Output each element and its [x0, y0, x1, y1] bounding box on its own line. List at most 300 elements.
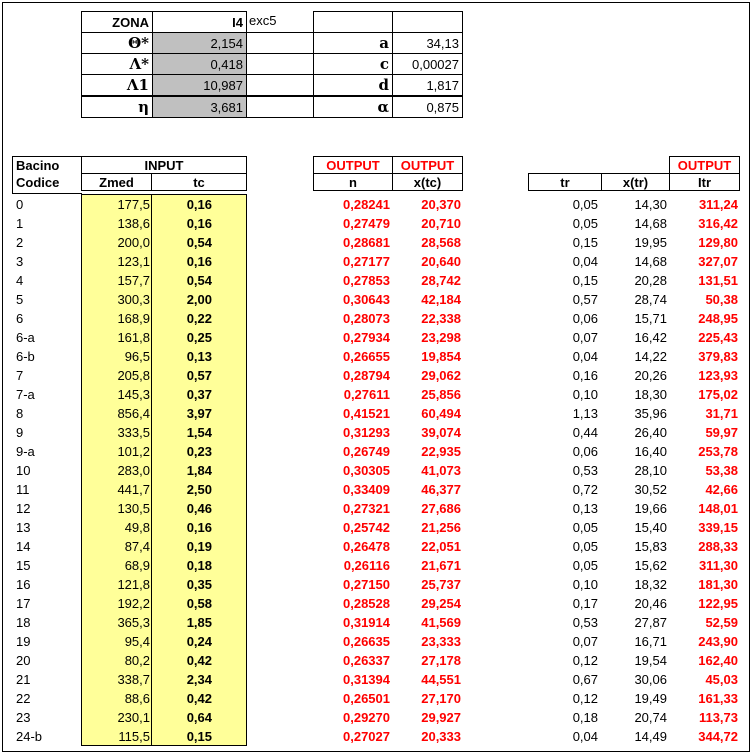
tc-cell[interactable]: 2,00 [186, 292, 212, 307]
tc-cell[interactable]: 3,97 [186, 406, 212, 421]
xtc-cell[interactable]: 22,338 [421, 311, 461, 326]
itr-cell[interactable]: 129,80 [698, 235, 738, 250]
tr-cell[interactable]: 0,12 [572, 691, 598, 706]
n-cell[interactable]: 0,26749 [343, 444, 390, 459]
zmed-header: Zmed [81, 173, 152, 191]
table-row [0, 651, 753, 670]
zmed-cell[interactable]: 441,7 [117, 482, 150, 497]
right-param-symbol: c [313, 53, 393, 75]
xtc-cell[interactable]: 25,737 [421, 577, 461, 592]
tc-cell[interactable]: 0,42 [186, 691, 212, 706]
table-row [0, 499, 753, 518]
zona-label[interactable]: ZONA [81, 11, 153, 33]
zmed-cell[interactable]: 87,4 [124, 539, 150, 554]
tr-cell[interactable]: 0,04 [572, 254, 598, 269]
xtr-cell[interactable]: 20,28 [634, 273, 667, 288]
xtr-cell[interactable]: 18,32 [634, 577, 667, 592]
itr-cell[interactable]: 53,38 [705, 463, 738, 478]
table-row [0, 727, 753, 746]
tc-cell[interactable]: 0,46 [186, 501, 212, 516]
tc-cell[interactable]: 0,37 [186, 387, 212, 402]
n-cell[interactable]: 0,26116 [343, 558, 390, 573]
bacino-cell[interactable]: 19 [16, 634, 31, 649]
itr-cell[interactable]: 339,15 [698, 520, 738, 535]
bacino-cell[interactable]: 7-a [16, 387, 35, 402]
zmed-cell[interactable]: 145,3 [117, 387, 150, 402]
zmed-cell[interactable]: 88,6 [124, 691, 150, 706]
xtr-cell[interactable]: 15,40 [634, 520, 667, 535]
zmed-cell[interactable]: 230,1 [117, 710, 150, 725]
n-cell[interactable]: 0,27853 [343, 273, 390, 288]
xtr-cell[interactable]: 19,54 [634, 653, 667, 668]
n-cell[interactable]: 0,28241 [343, 197, 390, 212]
table-row [0, 442, 753, 461]
itr-cell[interactable]: 113,73 [698, 710, 738, 725]
xtr-cell[interactable]: 15,71 [634, 311, 667, 326]
xtc-cell[interactable]: 27,686 [421, 501, 461, 516]
output-header-xtc: OUTPUT [392, 156, 463, 174]
itr-cell[interactable]: 311,24 [698, 197, 738, 212]
table-row [0, 689, 753, 708]
zmed-cell[interactable]: 96,5 [124, 349, 150, 364]
n-cell[interactable]: 0,31293 [343, 425, 390, 440]
xtc-cell[interactable]: 21,256 [421, 520, 461, 535]
tr-cell[interactable]: 0,07 [572, 634, 598, 649]
xtr-cell[interactable]: 20,26 [634, 368, 667, 383]
n-cell[interactable]: 0,26478 [343, 539, 390, 554]
zmed-cell[interactable]: 101,2 [117, 444, 150, 459]
zona-value[interactable]: I4 [152, 11, 247, 33]
table-row [0, 594, 753, 613]
tr-cell[interactable]: 0,53 [572, 463, 598, 478]
xtr-cell[interactable]: 16,40 [634, 444, 667, 459]
tr-cell[interactable]: 0,15 [572, 235, 598, 250]
tr-cell[interactable]: 0,04 [572, 729, 598, 744]
itr-cell[interactable]: 243,90 [698, 634, 738, 649]
xtr-cell[interactable]: 20,46 [634, 596, 667, 611]
xtr-cell[interactable]: 14,30 [634, 197, 667, 212]
n-header: n [313, 173, 393, 191]
tr-cell[interactable]: 0,05 [572, 197, 598, 212]
n-cell[interactable]: 0,25742 [343, 520, 390, 535]
empty-cell[interactable] [246, 53, 314, 75]
tr-cell[interactable]: 0,17 [572, 596, 598, 611]
zmed-cell[interactable]: 68,9 [124, 558, 150, 573]
zmed-cell[interactable]: 338,7 [117, 672, 150, 687]
zmed-cell[interactable]: 121,8 [117, 577, 150, 592]
xtc-cell[interactable]: 29,927 [421, 710, 461, 725]
zmed-cell[interactable]: 177,5 [117, 197, 150, 212]
input-header: INPUT [81, 156, 247, 174]
table-row [0, 271, 753, 290]
zmed-cell[interactable]: 161,8 [117, 330, 150, 345]
tc-cell[interactable]: 0,42 [186, 653, 212, 668]
n-cell[interactable]: 0,31394 [343, 672, 390, 687]
bacino-cell[interactable]: 9-a [16, 444, 35, 459]
table-row [0, 613, 753, 632]
tc-cell[interactable]: 0,18 [186, 558, 212, 573]
table-row [0, 252, 753, 271]
table-row [0, 233, 753, 252]
right-param-symbol: a [313, 32, 393, 54]
itr-cell[interactable]: 379,83 [698, 349, 738, 364]
itr-cell[interactable]: 161,33 [698, 691, 738, 706]
tc-cell[interactable]: 0,15 [186, 729, 212, 744]
bacino-cell[interactable]: 1 [16, 216, 24, 231]
n-cell[interactable]: 0,27321 [343, 501, 390, 516]
tc-cell[interactable]: 0,16 [186, 520, 212, 535]
bacino-cell[interactable]: 23 [16, 710, 31, 725]
tr-cell[interactable]: 0,05 [572, 558, 598, 573]
itr-cell[interactable]: 131,51 [698, 273, 738, 288]
bacino-cell[interactable]: 13 [16, 520, 31, 535]
tr-cell[interactable]: 0,72 [572, 482, 598, 497]
itr-cell[interactable]: 123,93 [698, 368, 738, 383]
empty-cell[interactable] [392, 11, 463, 33]
zmed-cell[interactable]: 95,4 [124, 634, 150, 649]
zmed-cell[interactable]: 205,8 [117, 368, 150, 383]
xtc-cell[interactable]: 29,062 [421, 368, 461, 383]
xtr-cell[interactable]: 27,87 [634, 615, 667, 630]
xtr-cell[interactable]: 14,22 [634, 349, 667, 364]
n-cell[interactable]: 0,27934 [343, 330, 390, 345]
table-row [0, 404, 753, 423]
xtr-cell[interactable]: 28,10 [634, 463, 667, 478]
xtr-cell[interactable]: 35,96 [634, 406, 667, 421]
table-row [0, 195, 753, 214]
bacino-cell[interactable]: 24-b [16, 729, 43, 744]
param-value[interactable]: 3,681 [152, 96, 247, 118]
n-cell[interactable]: 0,26337 [343, 653, 390, 668]
right-param-value[interactable]: 34,13 [392, 32, 463, 54]
itr-cell[interactable]: 31,71 [705, 406, 738, 421]
n-cell[interactable]: 0,28681 [343, 235, 390, 250]
bacino-cell[interactable]: 17 [16, 596, 31, 611]
tr-cell[interactable]: 1,13 [572, 406, 598, 421]
itr-cell[interactable]: 50,38 [705, 292, 738, 307]
bacino-cell[interactable]: 18 [16, 615, 31, 630]
itr-cell[interactable]: 45,03 [705, 672, 738, 687]
tc-cell[interactable]: 0,23 [186, 444, 212, 459]
tr-cell[interactable]: 0,67 [572, 672, 598, 687]
tr-cell[interactable]: 0,16 [572, 368, 598, 383]
bacino-cell[interactable]: 10 [16, 463, 31, 478]
output-header-itr: OUTPUT [669, 156, 740, 174]
itr-cell[interactable]: 327,07 [698, 254, 738, 269]
xtr-cell[interactable]: 14,49 [634, 729, 667, 744]
bacino-cell[interactable]: 3 [16, 254, 24, 269]
itr-cell[interactable]: 248,95 [698, 311, 738, 326]
bacino-cell[interactable]: 22 [16, 691, 31, 706]
itr-cell[interactable]: 162,40 [698, 653, 738, 668]
zmed-cell[interactable]: 157,7 [117, 273, 150, 288]
xtc-cell[interactable]: 39,074 [421, 425, 461, 440]
tr-cell[interactable]: 0,12 [572, 653, 598, 668]
xtr-cell[interactable]: 19,66 [634, 501, 667, 516]
xtc-header: x(tc) [392, 173, 463, 191]
tr-cell[interactable]: 0,57 [572, 292, 598, 307]
tc-cell[interactable]: 0,24 [186, 634, 212, 649]
table-row [0, 290, 753, 309]
tc-cell[interactable]: 0,25 [186, 330, 212, 345]
xtc-cell[interactable]: 20,333 [421, 729, 461, 744]
n-cell[interactable]: 0,27611 [343, 387, 390, 402]
tc-cell[interactable]: 0,19 [186, 539, 212, 554]
itr-cell[interactable]: 122,95 [698, 596, 738, 611]
itr-cell[interactable]: 52,59 [705, 615, 738, 630]
n-cell[interactable]: 0,28528 [343, 596, 390, 611]
table-row [0, 670, 753, 689]
zmed-cell[interactable]: 115,5 [118, 729, 150, 744]
n-cell[interactable]: 0,27479 [343, 216, 390, 231]
param-value[interactable]: 2,154 [152, 32, 247, 54]
bacino-cell[interactable]: 12 [16, 501, 31, 516]
xtr-cell[interactable]: 20,74 [634, 710, 667, 725]
xtc-cell[interactable]: 25,856 [421, 387, 461, 402]
table-row [0, 556, 753, 575]
tc-cell[interactable]: 1,85 [186, 615, 212, 630]
tc-cell[interactable]: 0,64 [186, 710, 212, 725]
xtc-cell[interactable]: 21,671 [421, 558, 461, 573]
itr-cell[interactable]: 59,97 [705, 425, 738, 440]
n-cell[interactable]: 0,31914 [343, 615, 390, 630]
zmed-cell[interactable]: 200,0 [117, 235, 150, 250]
xtr-cell[interactable]: 16,42 [634, 330, 667, 345]
tc-cell[interactable]: 0,57 [186, 368, 212, 383]
tc-cell[interactable]: 0,58 [186, 596, 212, 611]
tc-cell[interactable]: 0,22 [186, 311, 212, 326]
tr-cell[interactable]: 0,05 [572, 216, 598, 231]
itr-cell[interactable]: 175,02 [698, 387, 738, 402]
xtr-cell[interactable]: 26,40 [634, 425, 667, 440]
itr-cell[interactable]: 316,42 [698, 216, 738, 231]
table-row [0, 309, 753, 328]
param-symbol: η [81, 96, 153, 118]
table-row [0, 385, 753, 404]
empty-cell[interactable] [246, 96, 314, 118]
n-cell[interactable]: 0,26501 [343, 691, 390, 706]
xtc-cell[interactable]: 41,073 [421, 463, 461, 478]
table-row [0, 632, 753, 651]
itr-header: Itr [669, 173, 740, 191]
xtr-cell[interactable]: 19,49 [634, 691, 667, 706]
itr-cell[interactable]: 288,33 [698, 539, 738, 554]
xtc-cell[interactable]: 27,178 [421, 653, 461, 668]
tc-cell[interactable]: 1,84 [186, 463, 212, 478]
zmed-cell[interactable]: 168,9 [117, 311, 150, 326]
n-cell[interactable]: 0,30305 [343, 463, 390, 478]
zmed-cell[interactable]: 856,4 [117, 406, 150, 421]
table-row [0, 575, 753, 594]
table-row [0, 366, 753, 385]
tc-cell[interactable]: 0,54 [186, 273, 212, 288]
tr-cell[interactable]: 0,15 [572, 273, 598, 288]
n-cell[interactable]: 0,27150 [343, 577, 390, 592]
tr-cell[interactable]: 0,18 [572, 710, 598, 725]
tr-cell[interactable]: 0,05 [572, 520, 598, 535]
zmed-cell[interactable]: 283,0 [117, 463, 150, 478]
right-param-value[interactable]: 0,00027 [392, 53, 463, 75]
tr-cell[interactable]: 0,53 [572, 615, 598, 630]
tc-cell[interactable]: 0,54 [186, 235, 212, 250]
bacino-cell[interactable]: 4 [16, 273, 24, 288]
n-cell[interactable]: 0,28073 [343, 311, 390, 326]
xtr-cell[interactable]: 28,74 [634, 292, 667, 307]
output-header-n: OUTPUT [313, 156, 393, 174]
xtr-cell[interactable]: 14,68 [634, 216, 667, 231]
right-param-value[interactable]: 1,817 [392, 74, 463, 96]
zmed-cell[interactable]: 130,5 [117, 501, 150, 516]
xtr-cell[interactable]: 18,30 [634, 387, 667, 402]
itr-cell[interactable]: 311,30 [698, 558, 738, 573]
itr-cell[interactable]: 42,66 [705, 482, 738, 497]
table-row [0, 480, 753, 499]
zmed-cell[interactable]: 123,1 [117, 254, 150, 269]
itr-cell[interactable]: 181,30 [698, 577, 738, 592]
tc-cell[interactable]: 0,13 [186, 349, 212, 364]
xtc-cell[interactable]: 60,494 [421, 406, 461, 421]
empty-cell[interactable] [246, 32, 314, 54]
bacino-cell[interactable]: 16 [16, 577, 31, 592]
tr-cell[interactable]: 0,05 [572, 539, 598, 554]
xtr-header: x(tr) [601, 173, 670, 191]
xtc-cell[interactable]: 28,742 [421, 273, 461, 288]
xtc-cell[interactable]: 27,170 [421, 691, 461, 706]
table-row [0, 537, 753, 556]
n-cell[interactable]: 0,27177 [343, 254, 390, 269]
param-symbol: Λ1 [81, 74, 153, 96]
xtr-cell[interactable]: 16,71 [634, 634, 667, 649]
zona-note[interactable]: exc5 [249, 13, 277, 28]
tr-cell[interactable]: 0,10 [572, 387, 598, 402]
itr-cell[interactable]: 148,01 [698, 501, 738, 516]
xtr-cell[interactable]: 14,68 [634, 254, 667, 269]
empty-cell[interactable] [246, 74, 314, 96]
n-cell[interactable]: 0,30643 [343, 292, 390, 307]
xtc-cell[interactable]: 28,568 [421, 235, 461, 250]
bacino-cell[interactable]: 21 [16, 672, 31, 687]
xtc-cell[interactable]: 22,935 [421, 444, 461, 459]
table-row [0, 708, 753, 727]
n-cell[interactable]: 0,26635 [343, 634, 390, 649]
xtr-cell[interactable]: 30,06 [634, 672, 667, 687]
bacino-cell[interactable]: 7 [16, 368, 24, 383]
tc-cell[interactable]: 2,34 [186, 672, 212, 687]
itr-cell[interactable]: 253,78 [698, 444, 738, 459]
itr-cell[interactable]: 225,43 [698, 330, 738, 345]
n-cell[interactable]: 0,28794 [343, 368, 390, 383]
param-symbol: Θ* [81, 32, 153, 54]
zmed-cell[interactable]: 138,6 [117, 216, 150, 231]
table-row [0, 518, 753, 537]
tr-cell[interactable]: 0,07 [572, 330, 598, 345]
zmed-cell[interactable]: 300,3 [117, 292, 150, 307]
tr-header: tr [528, 173, 602, 191]
tc-cell[interactable]: 0,16 [186, 254, 212, 269]
param-symbol: Λ* [81, 53, 153, 75]
xtc-cell[interactable]: 22,051 [421, 539, 461, 554]
xtc-cell[interactable]: 20,710 [421, 216, 461, 231]
bacino-cell[interactable]: 11 [16, 482, 30, 497]
table-row [0, 214, 753, 233]
xtc-cell[interactable]: 29,254 [421, 596, 461, 611]
right-param-value[interactable]: 0,875 [392, 96, 463, 118]
bacino-cell[interactable]: 0 [16, 197, 24, 212]
xtr-cell[interactable]: 19,95 [634, 235, 667, 250]
tr-cell[interactable]: 0,06 [572, 311, 598, 326]
xtc-cell[interactable]: 23,333 [421, 634, 461, 649]
xtc-cell[interactable]: 20,370 [421, 197, 461, 212]
param-value[interactable]: 10,987 [152, 74, 247, 96]
bacino-header [12, 156, 82, 194]
tr-cell[interactable]: 0,44 [572, 425, 598, 440]
bacino-cell[interactable]: 6 [16, 311, 24, 326]
tc-cell[interactable]: 0,16 [186, 216, 212, 231]
tc-cell[interactable]: 1,54 [186, 425, 212, 440]
n-cell[interactable]: 0,29270 [343, 710, 390, 725]
zmed-cell[interactable]: 333,5 [117, 425, 150, 440]
right-param-symbol: α [313, 96, 393, 118]
xtr-cell[interactable]: 15,83 [634, 539, 667, 554]
xtr-cell[interactable]: 30,52 [634, 482, 667, 497]
bacino-cell[interactable]: 2 [16, 235, 24, 250]
xtc-cell[interactable]: 20,640 [421, 254, 461, 269]
xtr-cell[interactable]: 15,62 [634, 558, 667, 573]
right-param-symbol: d [313, 74, 393, 96]
xtc-cell[interactable]: 42,184 [421, 292, 461, 307]
zmed-cell[interactable]: 192,2 [117, 596, 150, 611]
xtc-cell[interactable]: 23,298 [421, 330, 461, 345]
bacino-cell[interactable]: 6-a [16, 330, 35, 345]
tr-cell[interactable]: 0,06 [572, 444, 598, 459]
tc-cell[interactable]: 0,35 [186, 577, 212, 592]
codice-label: Codice [16, 175, 60, 190]
table-row [0, 423, 753, 442]
n-cell[interactable]: 0,26655 [343, 349, 390, 364]
bacino-cell[interactable]: 6-b [16, 349, 35, 364]
tc-cell[interactable]: 0,16 [186, 197, 212, 212]
tr-cell[interactable]: 0,13 [572, 501, 598, 516]
table-row [0, 461, 753, 480]
itr-cell[interactable]: 344,72 [698, 729, 738, 744]
xtc-cell[interactable]: 41,569 [421, 615, 461, 630]
tr-cell[interactable]: 0,04 [572, 349, 598, 364]
bacino-cell[interactable]: 9 [16, 425, 24, 440]
xtc-cell[interactable]: 44,551 [421, 672, 461, 687]
n-cell[interactable]: 0,27027 [343, 729, 390, 744]
zmed-cell[interactable]: 365,3 [117, 615, 150, 630]
xtc-cell[interactable]: 19,854 [421, 349, 461, 364]
table-row [0, 328, 753, 347]
table-row [0, 347, 753, 366]
bacino-cell[interactable]: 20 [16, 653, 31, 668]
zmed-cell[interactable]: 49,8 [124, 520, 150, 535]
tc-cell[interactable]: 2,50 [186, 482, 212, 497]
tr-cell[interactable]: 0,10 [572, 577, 598, 592]
tc-header: tc [151, 173, 247, 191]
param-value[interactable]: 0,418 [152, 53, 247, 75]
zmed-cell[interactable]: 80,2 [124, 653, 150, 668]
xtc-cell[interactable]: 46,377 [421, 482, 461, 497]
bacino-cell[interactable]: 15 [16, 558, 31, 573]
empty-cell[interactable] [313, 11, 393, 33]
bacino-label: Bacino [16, 158, 60, 173]
bacino-cell[interactable]: 14 [16, 539, 31, 554]
bacino-cell[interactable]: 8 [16, 406, 24, 421]
n-cell[interactable]: 0,33409 [343, 482, 390, 497]
n-cell[interactable]: 0,41521 [343, 406, 390, 421]
bacino-cell[interactable]: 5 [16, 292, 24, 307]
